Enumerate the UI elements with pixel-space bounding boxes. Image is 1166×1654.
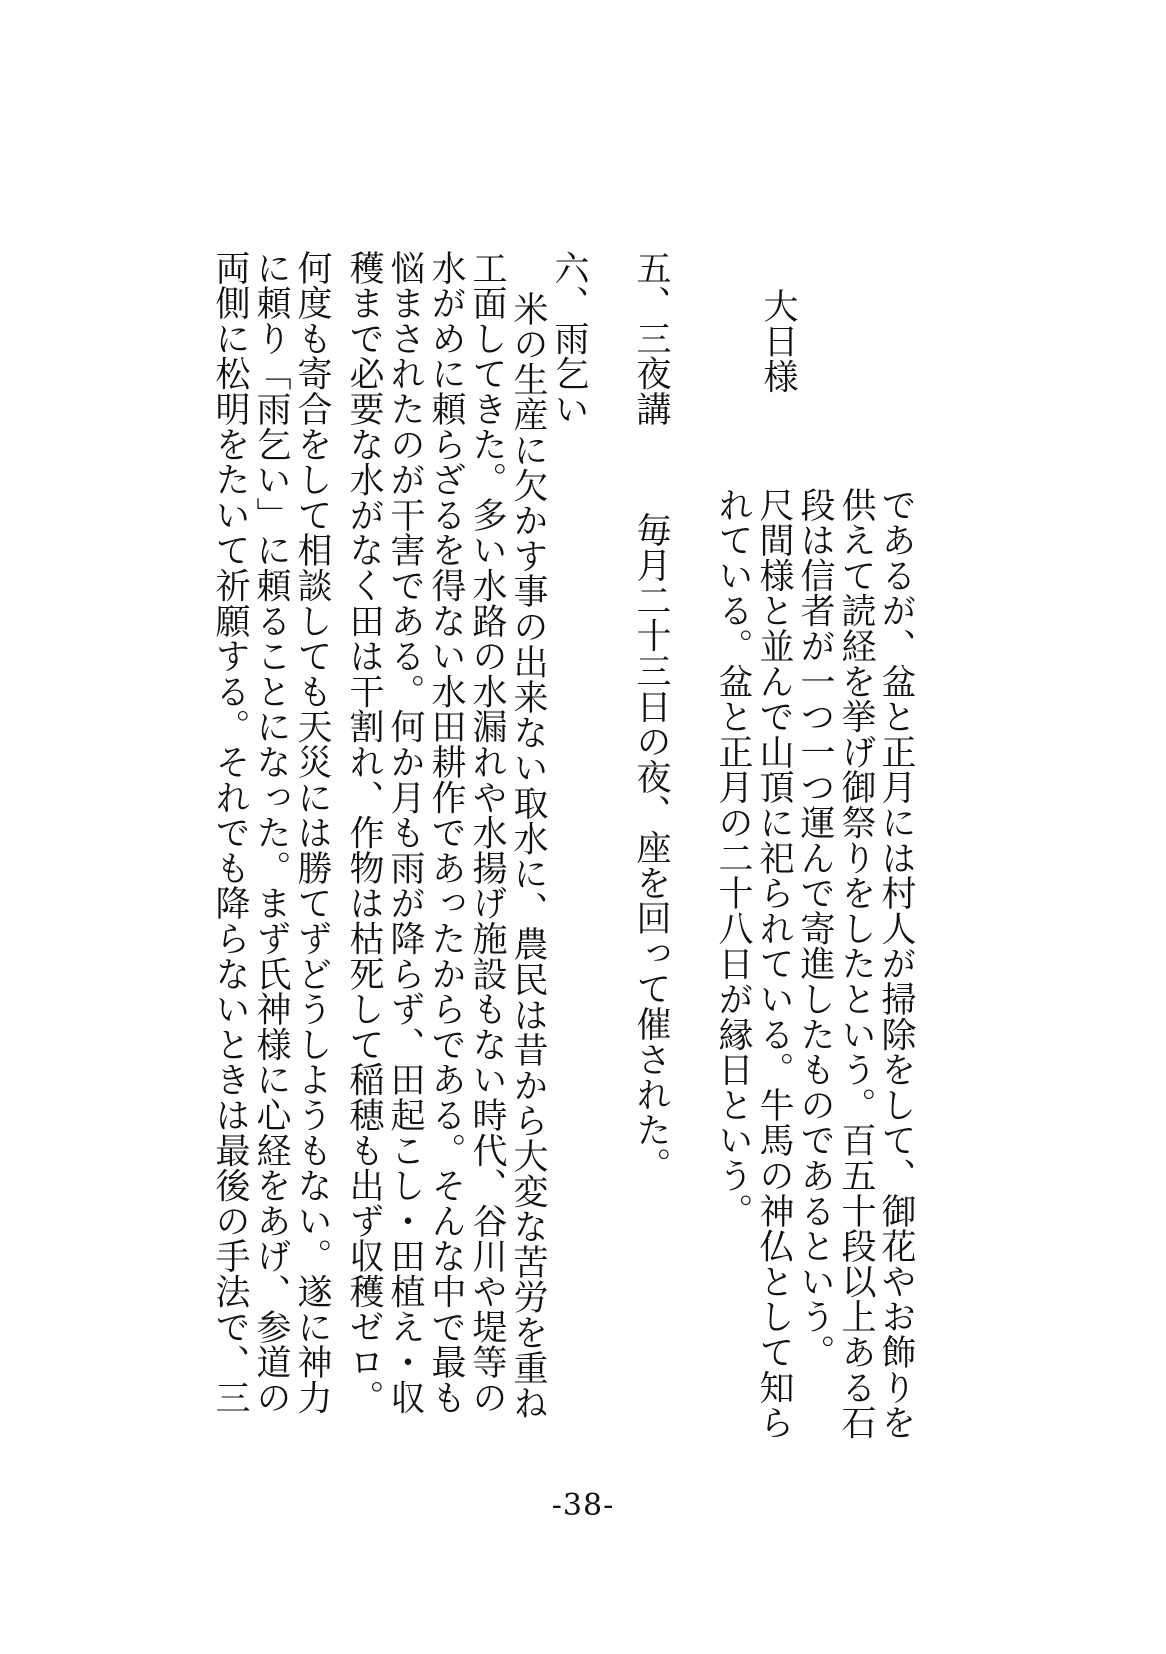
- text-column: 米の生産に欠かす事の出来ない取水に、農民は昔から大変な苦労を重ね: [508, 291, 548, 1421]
- text-column: 工面してきた。多い水路の水漏れや水揚げ施設もない時代、谷川や堤等の: [467, 250, 507, 1415]
- text-column: 何度も寄合をして相談しても天災には勝てずどうしようもない。遂に神力: [292, 250, 332, 1415]
- text-column: 両側に松明をたいて祈願する。それでも降らないときは最後の手法で、三: [210, 250, 250, 1415]
- text-column: 毎月二十三日の夜、座を回って催された。: [631, 512, 671, 1183]
- text-column: 穫まで必要な水がなく田は干割れ、作物は枯死して稲穂も出ず収穫ゼロ。: [344, 250, 384, 1415]
- text-column: 供えて読経を挙げ御祭りをしたという。百五十段以上ある石: [836, 487, 876, 1441]
- page-number: -38-: [551, 1488, 615, 1523]
- text-column: に頼り「雨乞い」に頼ることになった。まず氏神様に心経をあげ、参道の: [251, 250, 291, 1415]
- section-heading: 六、雨乞い: [549, 250, 589, 427]
- section-heading: 大日様: [758, 288, 798, 394]
- text-column: であるが、盆と正月には村人が掃除をして、御花やお飾りを: [876, 487, 916, 1441]
- section-heading: 五、三夜講: [631, 250, 671, 427]
- text-column: 段は信者が一つ一つ運んで寄進したものであるという。: [795, 487, 835, 1370]
- text-column: 尺間様と並んで山頂に祀られている。牛馬の神仏として知ら: [754, 487, 794, 1441]
- text-column: れている。盆と正月の二十八日が縁日という。: [713, 487, 753, 1229]
- text-column: 悩まされたのが干害である。何か月も雨が降らず、田起こし・田植え・収: [385, 250, 425, 1415]
- text-column: 水がめに頼らざるを得ない水田耕作であったからである。そんな中で最も: [426, 250, 466, 1415]
